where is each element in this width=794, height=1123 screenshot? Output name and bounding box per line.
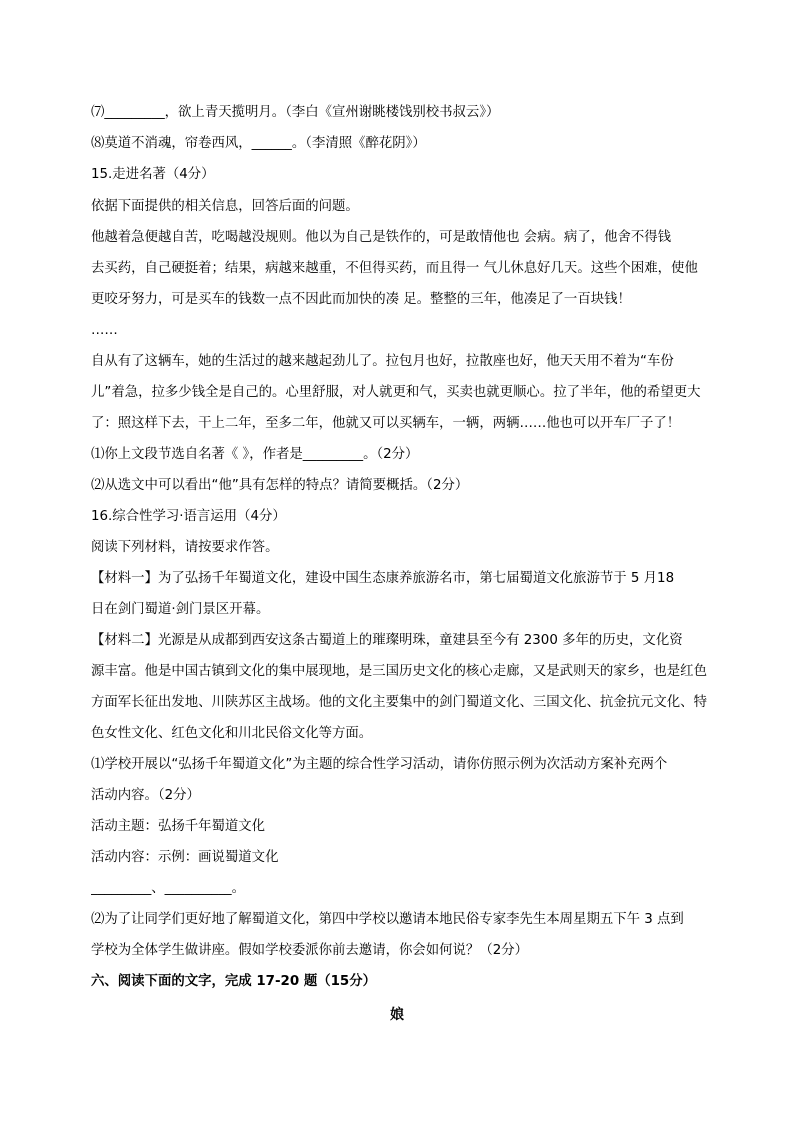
question-15-heading: 15.走进名著（4分） [91,167,215,182]
material-2-line-3: 方面军长征出发地、川陕苏区主战场。他的文化主要集中的剑门蜀道文化、三国文化、抗金抗元文化、特 [91,695,707,710]
activity-answer-blanks: _________、__________。 [91,881,245,896]
passage-paragraph-1-line-2: 去买药，自己硬挺着；结果，病越来越重，不但得买药，而且得一 气儿休息好几天。这些个困难，使他 [91,261,698,276]
passage-paragraph-2-line-2: 儿”着急，拉多少钱全是自己的。心里舒服，对人就更和气，买卖也就更顺心。拉了半年，他的希望更大 [91,385,701,400]
passage-paragraph-2-line-1: 自从有了这辆车，她的生活过的越来越起劲儿了。拉包月也好，拉散座也好，他天天用不着为“车份 [91,354,674,369]
passage-paragraph-1-line-3: 更咬牙努力，可是买车的钱数一点不因此而加快的凑 足。整整的三年，他凑足了一百块钱！ [91,292,631,307]
question-16-part-1-line-2: 活动内容。（2分） [91,788,200,803]
material-1-line-1: 【材料一】为了弘扬千年蜀道文化，建设中国生态康养旅游名市，第七届蜀道文化旅游节于 5 月18 [91,571,675,586]
material-2-line-2: 源丰富。他是中国古镇到文化的集中展现地，是三国历史文化的核心走廊，又是武则天的家乡，也是红色 [91,664,707,679]
poem-line-8: ⑻莫道不消魂，帘卷西风，______。（李清照《醉花阴》） [91,136,426,151]
passage-paragraph-1-line-1: 他越着急便越自苦，吃喝越没规则。他以为自己是铁作的，可是敢情他也 会病。病了，他舍不得钱 [91,230,672,245]
question-16-part-2-line-2: 学校为全体学生做讲座。假如学校委派你前去邀请，你会如何说？（2分） [91,943,529,958]
passage-ellipsis: …… [91,323,118,338]
question-16-part-1-line-1: ⑴学校开展以“弘扬千年蜀道文化”为主题的综合性学习活动，请你仿照示例为次活动方案补充两个 [91,757,668,772]
question-15-part-1: ⑴你上文段节选自名著《 》，作者是_________。（2分） [91,447,419,462]
question-16-heading: 16.综合性学习·语言运用（4分） [91,509,286,524]
question-16-instruction: 阅读下列材料，请按要求作答。 [91,540,279,555]
section-6-heading: 六、阅读下面的文字，完成 17-20 题（15分） [91,974,377,989]
reading-title: 娘 [390,1007,404,1023]
question-15-part-2: ⑵从选文中可以看出“他”具有怎样的特点？请简要概括。（2分） [91,478,469,493]
question-15-instruction: 依据下面提供的相关信息，回答后面的问题。 [91,199,359,214]
activity-theme: 活动主题：弘扬千年蜀道文化 [91,819,266,834]
material-2-line-4: 色女性文化、红色文化和川北民俗文化等方面。 [91,726,373,741]
material-2-line-1: 【材料二】光源是从成都到西安这条古蜀道上的璀璨明珠，童建县至今有 2300 多年的历史，文化资 [91,633,683,648]
question-16-part-2-line-1: ⑵为了让同学们更好地了解蜀道文化，第四中学校以邀请本地民俗专家李先生本周星期五下午 3 点到 [91,912,684,927]
poem-line-7: ⑺_________，欲上青天揽明月。（李白《宣州谢眺楼饯别校书叔云》） [91,105,500,120]
activity-content-example: 活动内容：示例：画说蜀道文化 [91,850,279,865]
material-1-line-2: 日在剑门蜀道·剑门景区开幕。 [91,602,270,617]
passage-paragraph-2-line-3: 了：照这样下去，干上二年，至多二年，他就又可以买辆车，一辆，两辆……他也可以开车厂子了！ [91,416,681,431]
